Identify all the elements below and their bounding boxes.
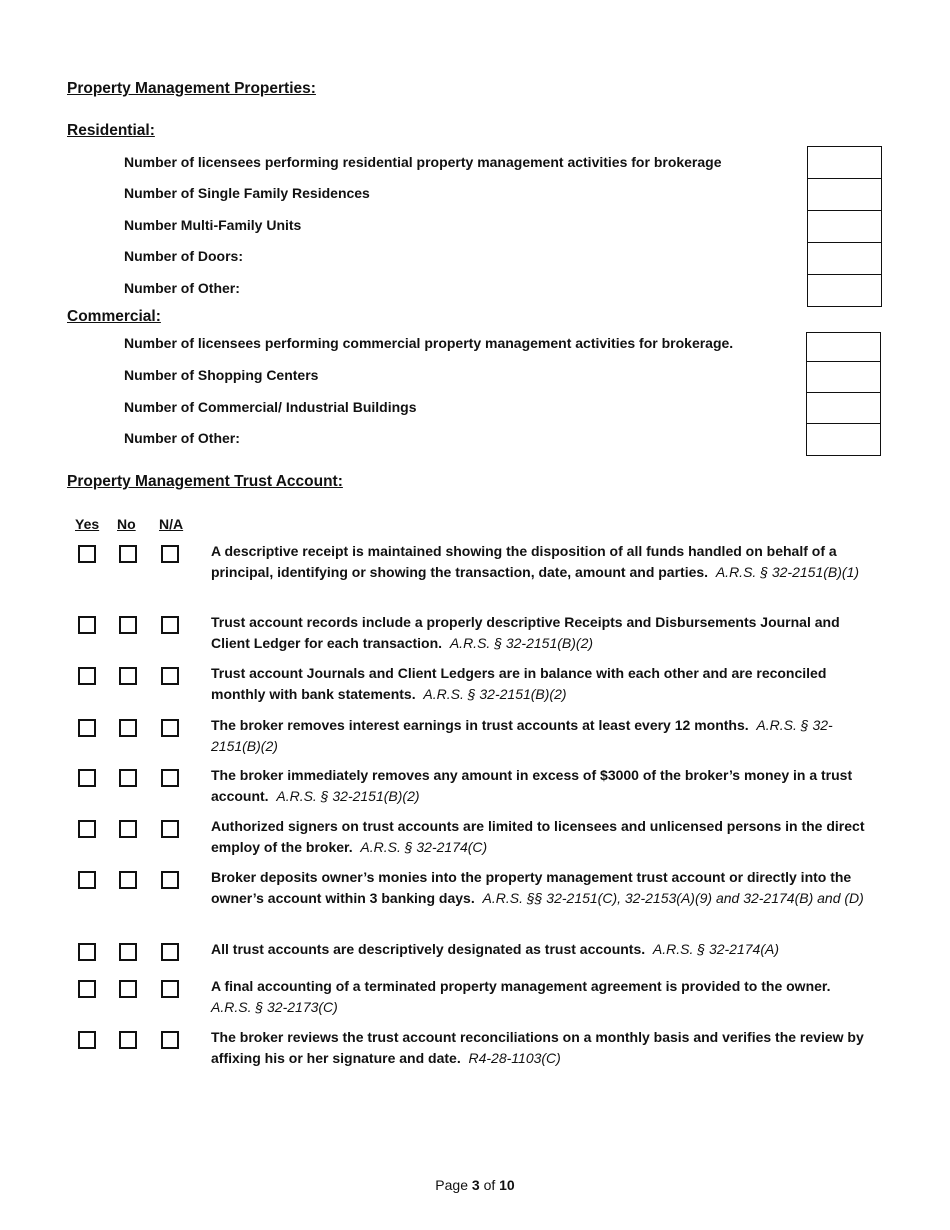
section-title-residential: Residential: <box>67 122 155 139</box>
residential-row-label: Number of Other: <box>124 280 240 296</box>
checklist-item <box>211 541 876 583</box>
residential-licensees-input[interactable] <box>807 146 882 179</box>
checklist-item <box>211 867 876 909</box>
column-header-na: N/A <box>159 516 184 532</box>
commercial-row-label: Number of licensees performing commercial property management activities for brokerage. <box>124 335 734 351</box>
checkbox-yes[interactable] <box>78 719 96 737</box>
checkbox-na[interactable] <box>161 769 179 787</box>
checklist-item-text: Trust account records include a properly descriptive Receipts and Disbursements Journal and Client Ledger for each transaction. <box>211 614 840 651</box>
checkbox-yes[interactable] <box>78 545 96 563</box>
checklist-item-citation: A.R.S. § 32-2173(C) <box>211 999 338 1015</box>
checklist-item-text: The broker immediately removes any amount in excess of $3000 of the broker’s money in a trust account. <box>211 767 853 804</box>
checklist-item <box>211 939 876 960</box>
checklist-item-text: All trust accounts are descriptively designated as trust accounts. <box>211 941 646 957</box>
checklist-item <box>211 715 876 757</box>
checkbox-yes[interactable] <box>78 980 96 998</box>
checklist-item <box>211 765 876 807</box>
checklist-item-text: Trust account Journals and Client Ledgers are in balance with each other and are reconciled monthly with bank statements. <box>211 665 827 702</box>
checkbox-no[interactable] <box>119 871 137 889</box>
checklist-item-text: The broker reviews the trust account reconciliations on a monthly basis and verifies the review by affixing his or her signature and date. <box>211 1029 864 1066</box>
checklist-item <box>211 976 876 1018</box>
residential-other-input[interactable] <box>807 274 882 307</box>
checkbox-yes[interactable] <box>78 616 96 634</box>
residential-doors-input[interactable] <box>807 242 882 275</box>
checkbox-na[interactable] <box>161 871 179 889</box>
checklist-item-citation: R4-28-1103(C) <box>468 1050 561 1066</box>
checkbox-no[interactable] <box>119 769 137 787</box>
section-title-property-management-properties: Property Management Properties: <box>67 80 316 97</box>
checklist-item-citation: A.R.S. § 32-2174(A) <box>652 941 779 957</box>
checklist-item-citation: A.R.S. § 32-2151(B)(1) <box>715 564 860 580</box>
page-prefix: Page <box>435 1177 468 1193</box>
checkbox-na[interactable] <box>161 820 179 838</box>
section-title-trust-account: Property Management Trust Account: <box>67 473 343 490</box>
page-of: of <box>483 1177 496 1193</box>
checkbox-no[interactable] <box>119 1031 137 1049</box>
column-header-yes: Yes <box>75 516 100 532</box>
checkbox-na[interactable] <box>161 616 179 634</box>
checkbox-yes[interactable] <box>78 820 96 838</box>
commercial-row-label: Number of Other: <box>124 430 240 446</box>
residential-row-label: Number of Doors: <box>124 248 243 264</box>
checkbox-no[interactable] <box>119 943 137 961</box>
commercial-buildings-input[interactable] <box>806 392 881 425</box>
checkbox-yes[interactable] <box>78 943 96 961</box>
checkbox-yes[interactable] <box>78 769 96 787</box>
commercial-shopping-centers-input[interactable] <box>806 361 881 394</box>
checkbox-na[interactable] <box>161 980 179 998</box>
checkbox-no[interactable] <box>119 980 137 998</box>
checkbox-na[interactable] <box>161 719 179 737</box>
residential-row-label: Number of Single Family Residences <box>124 185 370 201</box>
checkbox-na[interactable] <box>161 545 179 563</box>
checklist-item-citation: A.R.S. § 32-2151(B)(2) <box>276 788 420 804</box>
checkbox-yes[interactable] <box>78 667 96 685</box>
checkbox-no[interactable] <box>119 545 137 563</box>
checkbox-na[interactable] <box>161 943 179 961</box>
checklist-item-text: Broker deposits owner’s monies into the property management trust account or directly into the owner’s account within 3 banking days. <box>211 869 852 906</box>
checkbox-no[interactable] <box>119 719 137 737</box>
residential-single-family-input[interactable] <box>807 178 882 211</box>
checklist-item-citation: A.R.S. § 32-2151(B)(2) <box>449 635 594 651</box>
commercial-other-input[interactable] <box>806 423 881 456</box>
checkbox-yes[interactable] <box>78 1031 96 1049</box>
checklist-item-text: Authorized signers on trust accounts are limited to licensees and unlicensed persons in the direct employ of the broker. <box>211 818 865 855</box>
checklist-item <box>211 1027 876 1069</box>
checklist-item-citation: A.R.S. § 32-2151(B)(2) <box>211 717 833 754</box>
page-footer <box>0 1177 950 1193</box>
residential-row-label: Number of licensees performing residential property management activities for brokerage <box>124 154 722 170</box>
checkbox-na[interactable] <box>161 667 179 685</box>
checklist-item-text: A descriptive receipt is maintained showing the disposition of all funds handled on behalf of a principal, identifying or showing the transaction, date, amount and parties. <box>211 543 837 580</box>
checklist-item-citation: A.R.S. § 32-2174(C) <box>360 839 488 855</box>
residential-row-label: Number Multi-Family Units <box>124 217 302 233</box>
checkbox-no[interactable] <box>119 667 137 685</box>
checkbox-no[interactable] <box>119 616 137 634</box>
page-total: 10 <box>499 1177 515 1193</box>
residential-multi-family-input[interactable] <box>807 210 882 243</box>
checklist-item-text: The broker removes interest earnings in trust accounts at least every 12 months. <box>211 717 749 733</box>
checklist-item <box>211 816 876 858</box>
checklist-item <box>211 663 876 705</box>
checkbox-no[interactable] <box>119 820 137 838</box>
commercial-row-label: Number of Commercial/ Industrial Buildings <box>124 399 417 415</box>
checklist-item-citation: A.R.S. §§ 32-2151(C), 32-2153(A)(9) and 32-2174(B) and (D) <box>482 890 864 906</box>
column-header-no: No <box>117 516 136 532</box>
page-current: 3 <box>471 1177 480 1193</box>
checklist-item <box>211 612 876 654</box>
checklist-item-citation: A.R.S. § 32-2151(B)(2) <box>423 686 567 702</box>
section-title-commercial: Commercial: <box>67 308 161 325</box>
checkbox-na[interactable] <box>161 1031 179 1049</box>
commercial-row-label: Number of Shopping Centers <box>124 367 319 383</box>
checklist-item-text: A final accounting of a terminated property management agreement is provided to the owner. <box>211 978 831 994</box>
checkbox-yes[interactable] <box>78 871 96 889</box>
